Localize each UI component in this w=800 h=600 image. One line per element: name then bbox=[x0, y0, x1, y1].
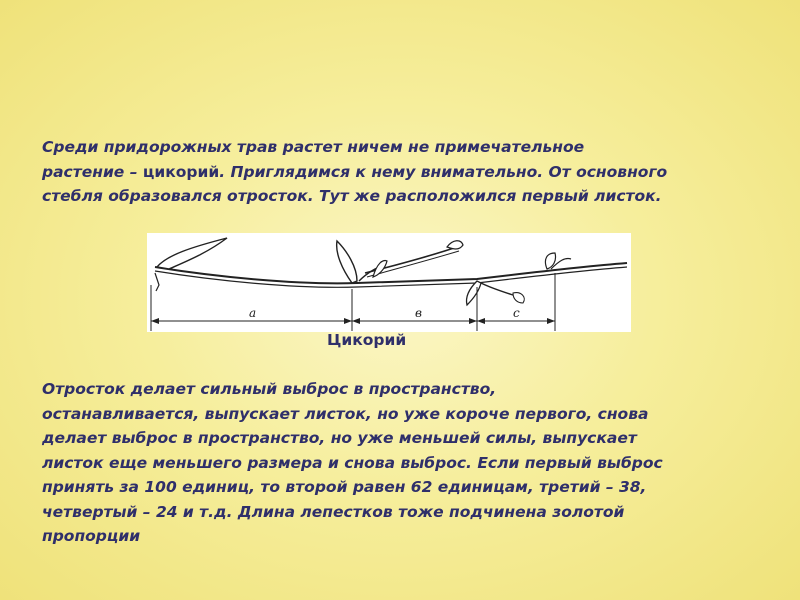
intro-line-2-end: . Приглядимся к нему внимательно. От основного bbox=[219, 162, 668, 181]
intro-line-3: стебля образовался отросток. Тут же расположился первый листок. bbox=[42, 187, 662, 205]
body-line: пропорции bbox=[42, 527, 141, 545]
body-line: листок еще меньшего размера и снова выброс. Если первый выброс bbox=[42, 453, 663, 472]
chicory-figure bbox=[147, 233, 631, 332]
body-line: принять за 100 единиц, то второй равен 62 единицам, третий – 38, bbox=[42, 478, 647, 496]
intro-line-1: Среди придорожных трав растет ничем не примечательное bbox=[42, 138, 585, 156]
body-line: Отросток делает сильный выброс в пространство, bbox=[42, 380, 497, 398]
segment-label-b: в bbox=[415, 306, 422, 320]
body-line: делает выброс в пространство, но уже меньшей силы, выпускает bbox=[42, 429, 637, 447]
body-line: останавливается, выпускает листок, но уже короче первого, снова bbox=[42, 404, 649, 423]
chicory-stem-drawing bbox=[147, 233, 631, 332]
chicory-term: цикорий bbox=[142, 162, 220, 181]
intro-line-2 bbox=[42, 160, 782, 185]
figure-caption: Цикорий bbox=[327, 331, 407, 349]
intro-paragraph bbox=[42, 135, 782, 209]
intro-line-2-start: растение – bbox=[42, 162, 143, 181]
segment-label-a: a bbox=[249, 306, 257, 320]
body-line: четвертый – 24 и т.д. Длина лепестков тоже подчинена золотой bbox=[42, 502, 625, 521]
segment-label-c: c bbox=[513, 306, 520, 320]
body-paragraph bbox=[42, 377, 782, 549]
